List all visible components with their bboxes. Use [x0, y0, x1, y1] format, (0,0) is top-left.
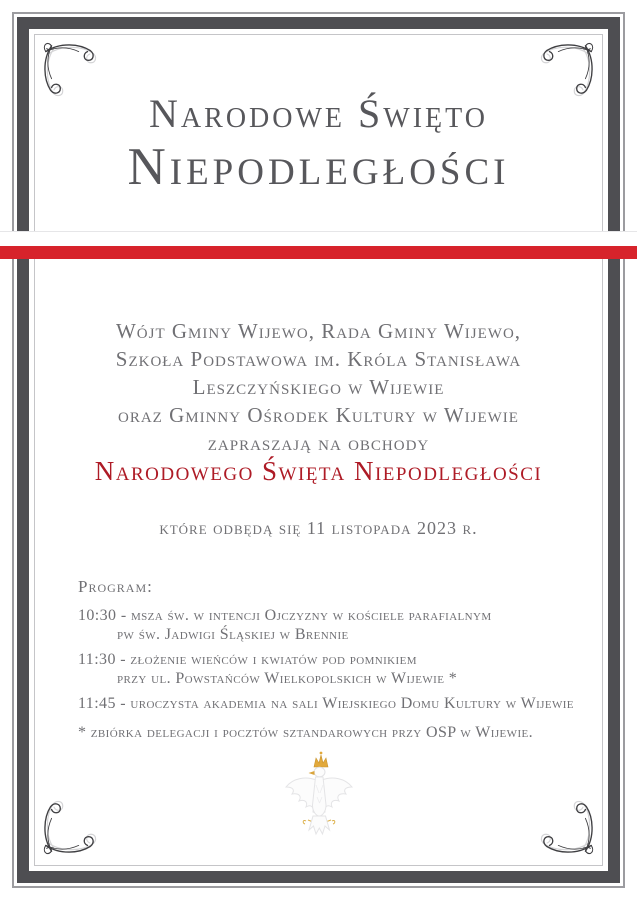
- program-item: 10:30 - msza św. w intencji Ojczyzny w kościele parafialnym: [78, 607, 492, 624]
- corner-flourish-icon: [536, 796, 598, 858]
- invitation-line: Szkoła Podstawowa im. Króla Stanisława: [115, 347, 522, 371]
- program-item-continuation: przy ul. Powstańców Wielkopolskich w Wijewie *: [117, 670, 458, 687]
- corner-flourish-icon: [39, 796, 101, 858]
- flag-red-band: [0, 246, 637, 259]
- event-title: Narodowego Święta Niepodległości: [94, 456, 543, 486]
- program-item: 11:30 - złożenie wieńców i kwiatów pod pomnikiem: [78, 651, 417, 668]
- flag-white-band: [0, 231, 637, 246]
- title-line-1: Narodowe Święto: [149, 91, 488, 136]
- invitation-line: Leszczyńskiego w Wijewie: [192, 375, 445, 399]
- program-section: [78, 577, 582, 742]
- invitation-line: Wójt Gminy Wijewo, Rada Gminy Wijewo,: [115, 319, 522, 343]
- poster-title: [0, 90, 637, 196]
- polish-eagle-icon: [280, 749, 358, 847]
- invitation-line: oraz Gminny Ośrodek Kultury w Wijewie: [118, 403, 519, 427]
- program-footnote: * zbiórka delegacji i pocztów sztandarowych przy OSP w Wijewie.: [78, 724, 534, 741]
- program-item-continuation: pw św. Jadwigi Śląskiej w Brennie: [117, 626, 349, 643]
- invitation-line: zapraszają na obchody: [207, 431, 430, 455]
- program-heading: Program:: [78, 577, 153, 596]
- polish-flag-stripe: [0, 231, 637, 259]
- title-line-2: Niepodległości: [127, 138, 510, 196]
- invitation-text: [0, 317, 637, 457]
- program-item: 11:45 - uroczysta akademia na sali Wiejskiego Domu Kultury w Wijewie: [78, 695, 574, 712]
- event-date: które odbędą się 11 listopada 2023 r.: [159, 518, 478, 538]
